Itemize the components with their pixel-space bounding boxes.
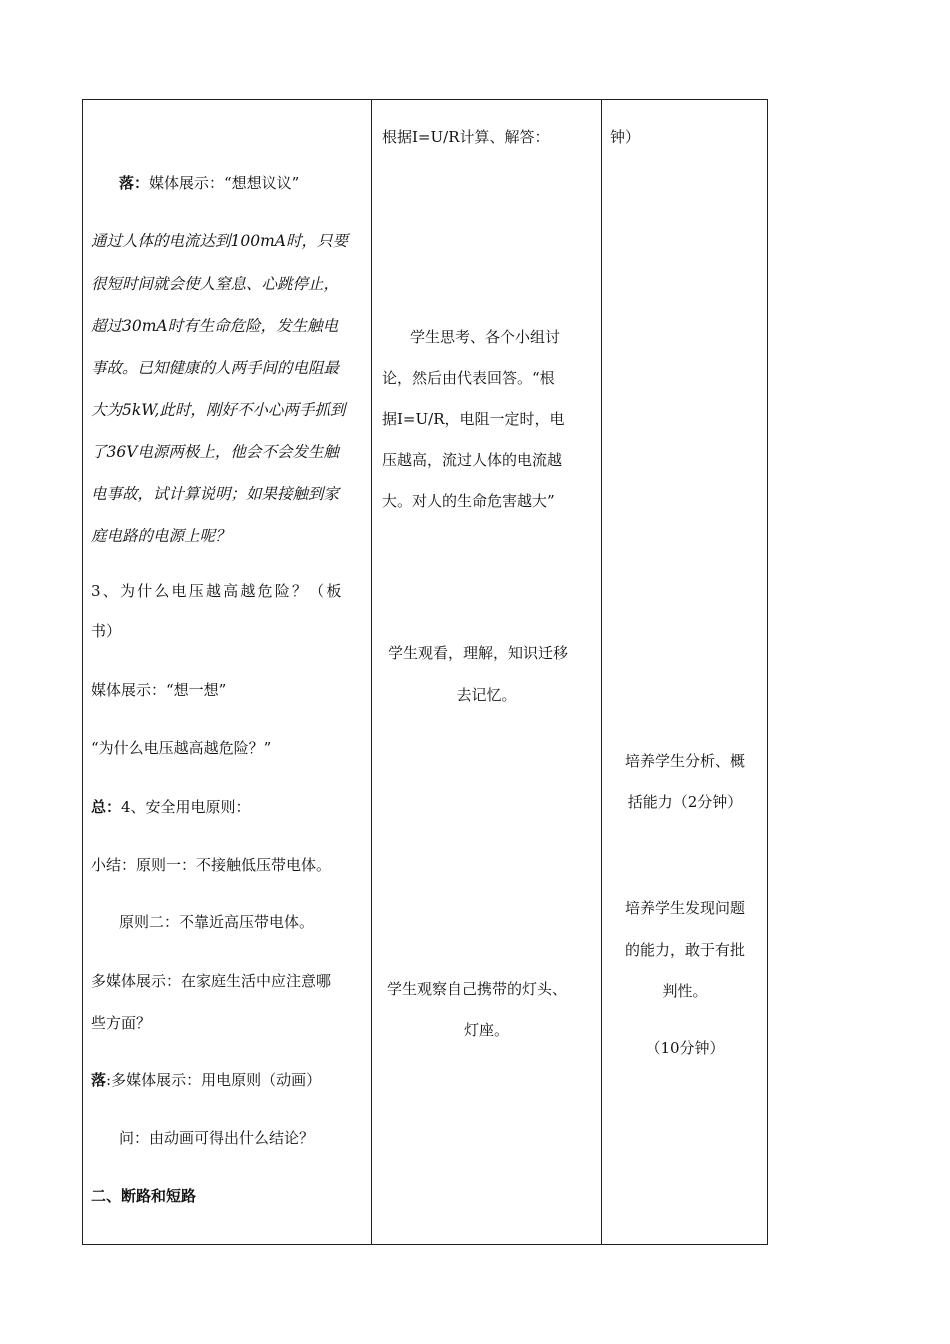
time-note: 钟） [610,128,641,146]
section-two-heading: 二、断路和短路 [91,1187,197,1205]
summary-principle-1: 小结：原则一：不接触低压带电体。 [91,856,332,874]
discuss-line: 压越高，流过人体的电流越 [382,451,563,469]
principles-heading: 总：4、安全用电原则： [91,798,251,816]
ability-time: （10分钟） [645,1039,725,1057]
watch-line: 学生观看，理解，知识迁移 [388,644,569,662]
media-show-quote: “为什么电压越高越危险？” [91,739,272,757]
summary-principle-2: 原则二：不靠近高压带电体。 [119,913,315,931]
media-show-heading: 落：媒体展示：“想想议议” [119,174,300,192]
design-intent-column [602,100,768,1244]
ability-line: 判性。 [662,982,708,1000]
animation-line: 落:多媒体展示：用电原则（动画） [91,1071,322,1089]
discuss-line: 学生思考、各个小组讨 [410,328,561,346]
multimedia-line: 多媒体展示：在家庭生活中应注意哪 [91,972,332,990]
observe-line: 灯座。 [463,1021,509,1039]
student-activity-column [372,100,601,1244]
question-line: 超过30mA时有生命危险，发生触电 [91,317,339,335]
ability-line: 培养学生发现问题 [624,899,745,917]
question-line: 电事故，试计算说明；如果接触到家 [91,485,340,503]
multimedia-line: 些方面？ [91,1014,152,1032]
item3-line: 3、为什么电压越高越危险？（板 [91,582,344,600]
question-from-animation: 问：由动画可得出什么结论？ [119,1129,315,1147]
question-line: 事故。已知健康的人两手间的电阻最 [91,359,340,377]
ability-line: 培养学生分析、概 [624,752,745,770]
discuss-line: 论，然后由代表回答。“根 [382,369,555,387]
item3-line: 书） [91,622,122,640]
teacher-activity-column [83,100,371,1244]
discuss-line: 据I=U/R，电阻一定时，电 [382,410,565,428]
discuss-line: 大。对人的生命危害越大” [382,492,555,510]
lesson-plan-table [82,99,768,1245]
calc-instruction: 根据I=U/R计算、解答： [382,128,550,146]
question-line: 通过人体的电流达到100mA时，只要 [91,232,348,250]
question-line: 了36V电源两极上，他会不会发生触 [91,443,339,461]
observe-line: 学生观察自己携带的灯头、 [387,980,568,998]
ability-line: 括能力（2分钟） [627,793,743,811]
watch-line: 去记忆。 [456,686,517,704]
question-line: 大为5kW,此时，刚好不小心两手抓到 [91,401,346,419]
question-line: 庭电路的电源上呢？ [91,527,231,545]
ability-line: 的能力，敢于有批 [624,941,745,959]
question-line: 很短时间就会使人窒息、心跳停止， [91,275,340,293]
media-show-think: 媒体展示：“想一想” [91,681,227,699]
